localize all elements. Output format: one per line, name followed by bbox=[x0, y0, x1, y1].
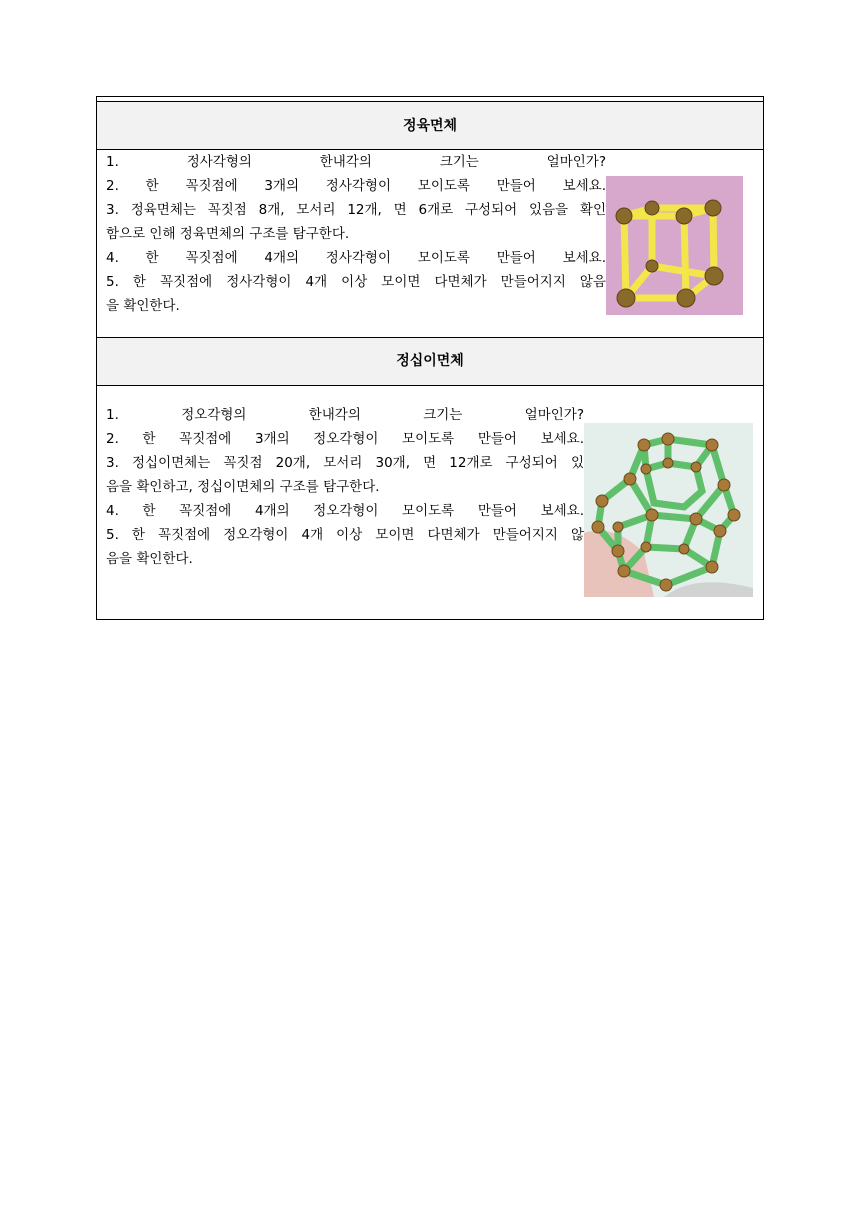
dodecahedron-line-2: 2. 한 꼭짓점에 3개의 정오각형이 모이도록 만들어 보세요. bbox=[106, 431, 584, 447]
dodecahedron-line-3: 3. 정십이면체는 꼭짓점 20개, 모서리 30개, 면 12개로 구성되어 있 bbox=[106, 455, 584, 471]
dodecahedron-section-title: 정십이면체 bbox=[97, 337, 763, 386]
dodecahedron-model-image bbox=[584, 423, 753, 597]
cube-line-1: 1. 정사각형의 한내각의 크기는 얼마인가? bbox=[106, 154, 606, 170]
dodecahedron-line-1: 1. 정오각형의 한내각의 크기는 얼마인가? bbox=[106, 407, 584, 423]
cube-model-image bbox=[606, 176, 743, 315]
cube-line-6: 5. 한 꼭짓점에 정사각형이 4개 이상 모이면 다면체가 만들어지지 않음 bbox=[106, 274, 606, 290]
cube-line-4: 함으로 인해 정육면체의 구조를 탐구한다. bbox=[106, 226, 350, 242]
cube-line-5: 4. 한 꼭짓점에 4개의 정사각형이 모이도록 만들어 보세요. bbox=[106, 250, 606, 266]
dodecahedron-line-5: 4. 한 꼭짓점에 4개의 정오각형이 모이도록 만들어 보세요. bbox=[106, 503, 584, 519]
cube-line-2: 2. 한 꼭짓점에 3개의 정사각형이 모이도록 만들어 보세요. bbox=[106, 178, 606, 194]
cube-section-title: 정육면체 bbox=[97, 102, 763, 150]
cube-line-7: 을 확인한다. bbox=[106, 298, 180, 314]
dodecahedron-line-4: 음을 확인하고, 정십이면체의 구조를 탐구한다. bbox=[106, 479, 380, 495]
dodecahedron-instructions bbox=[106, 403, 584, 571]
dodecahedron-line-6: 5. 한 꼭짓점에 정오각형이 4개 이상 모이면 다면체가 만들어지지 않 bbox=[106, 527, 584, 543]
cube-instructions bbox=[106, 150, 606, 318]
cube-line-3: 3. 정육면체는 꼭짓점 8개, 모서리 12개, 면 6개로 구성되어 있음을 확인 bbox=[106, 202, 606, 218]
dodecahedron-line-7: 음을 확인한다. bbox=[106, 551, 193, 567]
activity-table bbox=[96, 96, 764, 620]
